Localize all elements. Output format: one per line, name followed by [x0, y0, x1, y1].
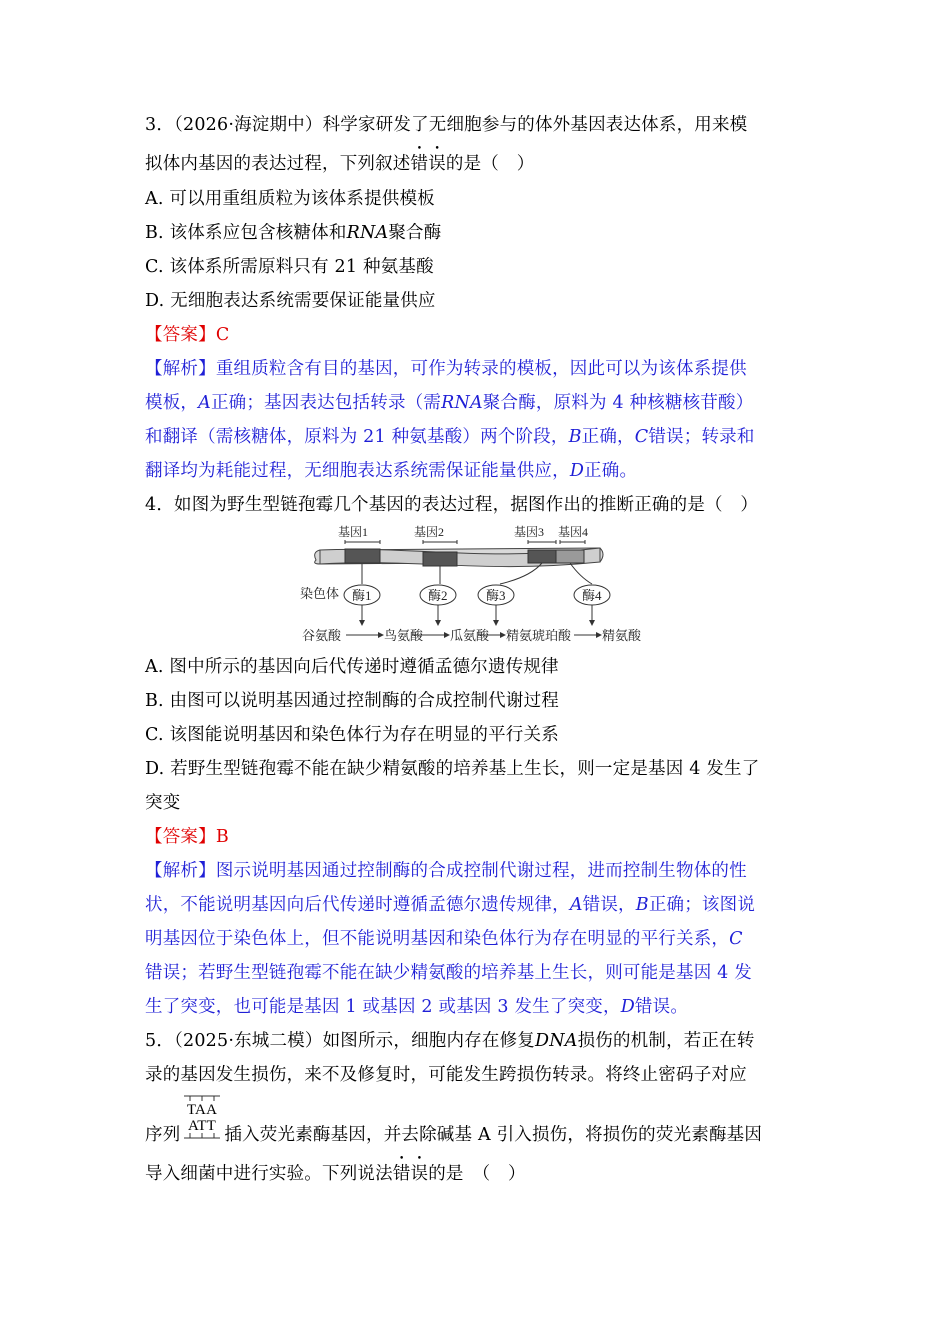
metabolite-5: 精氨酸 [602, 628, 642, 643]
sequence-diagram [182, 1092, 222, 1142]
q4-option-d: D. 若野生型链孢霉不能在缺少精氨酸的培养基上生长，则一定是基因 4 发生了 [145, 759, 760, 779]
document-page [145, 108, 805, 1192]
q3-answer: 【答案】C [145, 325, 230, 345]
gene-label-3: 基因3 [514, 525, 545, 539]
q3-option-d: D. 无细胞表达系统需要保证能量供应 [145, 291, 436, 311]
sequence-bottom: ATT [188, 1118, 217, 1134]
sequence-top: TAA [187, 1102, 218, 1118]
q3-stem-line1: 3．（2026·海淀期中）科学家研发了无细胞参与的体外基因表达体系，用来模 [145, 115, 748, 135]
q4-analysis-line1: 【解析】图示说明基因通过控制酶的合成控制代谢过程，进而控制生物体的性 [145, 861, 747, 881]
q4-answer: 【答案】B [145, 827, 229, 847]
q5-stem-line3: 序列 TAA ATT 插入荧光素酶基因，并去除碱基 A 引入损伤，将损伤的荧光素酶基因 [145, 1092, 805, 1152]
gene-label-2: 基因2 [414, 525, 445, 539]
metabolite-4: 精氨琥珀酸 [506, 628, 572, 643]
dna-sequence [182, 1092, 222, 1145]
q4-analysis-line2: 状，不能说明基因向后代传递时遵循孟德尔遗传规律，A错误，B正确；该图说 [145, 895, 756, 915]
gene-label-4: 基因4 [558, 525, 589, 539]
q3-analysis-line1: 【解析】重组质粒含有目的基因，可作为转录的模板，因此可以为该体系提供 [145, 359, 747, 379]
q4-analysis-line4: 错误；若野生型链孢霉不能在缺少精氨酸的培养基上生长，则可能是基因 4 发 [145, 963, 752, 983]
q4-analysis-line5: 生了突变，也可能是基因 1 或基因 2 或基因 3 发生了突变，D错误。 [145, 997, 689, 1017]
emphasis-mark: 错误 [410, 154, 446, 174]
q4-analysis-line3: 明基因位于染色体上，但不能说明基因和染色体行为存在明显的平行关系，C [145, 929, 743, 949]
chromosome-label: 染色体 [300, 586, 340, 601]
q4-option-c: C. 该图能说明基因和染色体行为存在明显的平行关系 [145, 725, 559, 745]
q3-stem-line2: 拟体内基因的表达过程，下列叙述错误的是（ ） [145, 154, 535, 174]
enzyme-label-2: 酶2 [428, 588, 448, 603]
gene-label-1: 基因1 [338, 525, 369, 539]
metabolite-3: 瓜氨酸 [450, 628, 490, 643]
enzyme-label-3: 酶3 [486, 588, 506, 603]
metabolite-2: 鸟氨酸 [384, 628, 424, 643]
q4-option-b: B. 由图可以说明基因通过控制酶的合成控制代谢过程 [145, 691, 559, 711]
enzyme-label-4: 酶4 [582, 588, 602, 603]
q3-option-b: B. 该体系应包含核糖体和RNA聚合酶 [145, 223, 442, 243]
enzyme-label-1: 酶1 [352, 588, 372, 603]
gene-diagram-drawing [300, 522, 650, 650]
q3-option-a: A. 可以用重组质粒为该体系提供模板 [145, 189, 435, 209]
q3-analysis-line4: 翻译均为耗能过程，无细胞表达系统需保证能量供应，D正确。 [145, 461, 638, 481]
q3-analysis-line2: 模板，A正确；基因表达包括转录（需RNA聚合酶，原料为 4 种核糖核苷酸） [145, 393, 754, 413]
q5-stem-line1: 5．（2025·东城二模）如图所示，细胞内存在修复DNA损伤的机制，若正在转 [145, 1031, 755, 1051]
q5-stem-line2: 录的基因发生损伤，来不及修复时，可能发生跨损伤转录。将终止密码子对应 [145, 1065, 747, 1085]
metabolite-1: 谷氨酸 [302, 628, 342, 643]
q4-option-a: A. 图中所示的基因向后代传递时遵循孟德尔遗传规律 [145, 657, 559, 677]
q5-stem-line4: 导入细菌中进行实验。下列说法错误的是 （ ） [145, 1164, 526, 1184]
q3-analysis-line3: 和翻译（需核糖体，原料为 21 种氨基酸）两个阶段，B正确，C错误；转录和 [145, 427, 755, 447]
q4-stem: 4．如图为野生型链孢霉几个基因的表达过程，据图作出的推断正确的是（ ） [145, 495, 759, 515]
q3-option-c: C. 该体系所需原料只有 21 种氨基酸 [145, 257, 434, 277]
gene-expression-figure [145, 522, 805, 650]
q4-option-d-cont: 突变 [145, 793, 181, 813]
emphasis-mark: 错误 [392, 1164, 429, 1184]
